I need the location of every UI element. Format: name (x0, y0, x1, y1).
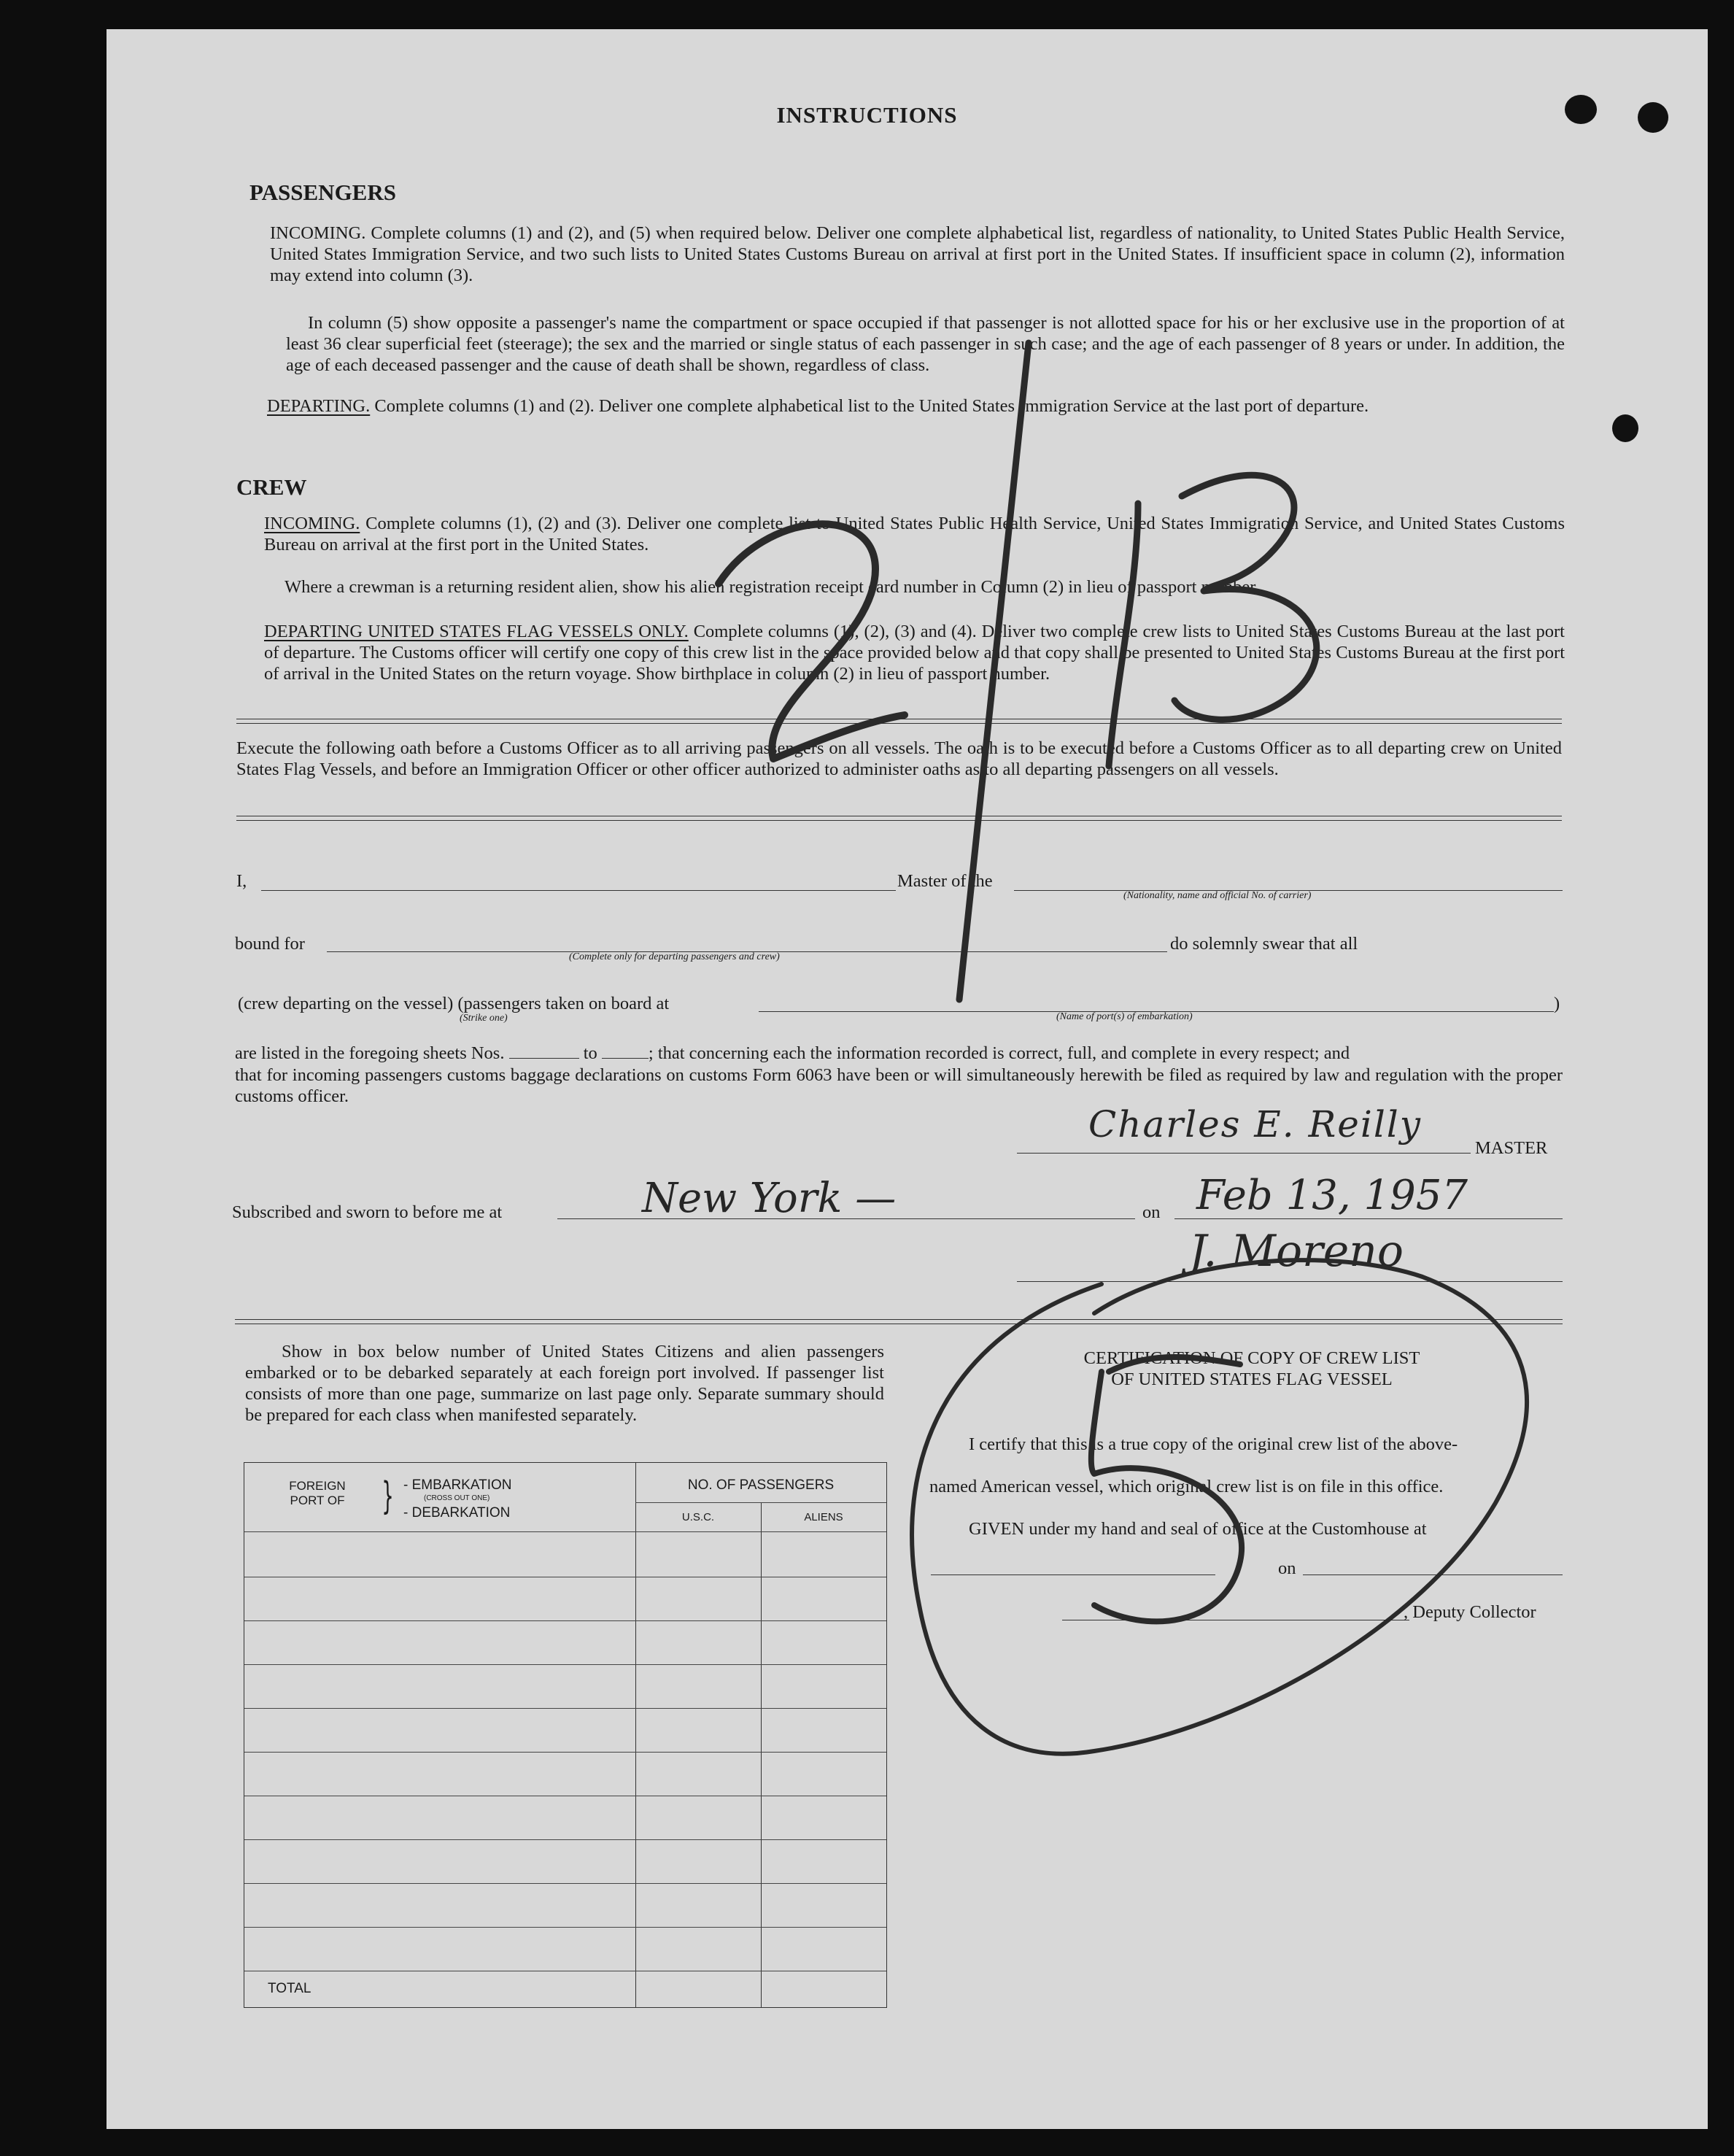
cross-out-caption: (CROSS OUT ONE) (424, 1494, 490, 1502)
certification-title-line1: CERTIFICATION OF COPY OF CREW LIST (1083, 1348, 1420, 1368)
sheets-rest-paragraph: that for incoming passengers customs baggage declarations on customs Form 6063 have been or will simultaneously herewith be filed as required by law and regulation with the proper customs officer. (235, 1065, 1563, 1106)
crew-passengers-label: (crew departing on the vessel) (passengers taken on board at (238, 994, 670, 1013)
passengers-departing-text: Complete columns (1) and (2). Deliver one complete alphabetical list to the United States Immigration Service at the last port of departure. (374, 396, 1369, 416)
sworn-date-handwritten: Feb 13, 1957 (1196, 1172, 1468, 1219)
foreign-port-label: FOREIGN PORT OF (289, 1479, 346, 1507)
crew-incoming-text: Complete columns (1), (2) and (3). Deliver one complete list to United States Public Health Service, United States Immigration Service, and United States Customs Bureau on arrival at the first port in the United States. (264, 514, 1565, 555)
annotation-5-stroke (1091, 1357, 1242, 1621)
sworn-place-handwritten: New York — (642, 1175, 897, 1222)
total-label: TOTAL (268, 1981, 311, 1996)
oath-i-label: I, (236, 871, 247, 891)
annotation-circle-stroke (912, 1260, 1527, 1754)
sworn-on-label: on (1142, 1202, 1161, 1222)
crew-resident-paragraph: Where a crewman is a returning resident alien, show his alien registration receipt card number in Column (2) in lieu of passport number. (285, 577, 1260, 597)
passengers-departing-label: DEPARTING. (267, 396, 371, 416)
master-signature: Charles E. Reilly (1088, 1103, 1423, 1145)
certification-title-line2: OF UNITED STATES FLAG VESSEL (1111, 1369, 1393, 1389)
strike-caption: (Strike one) (460, 1013, 508, 1024)
crew-departing-text: Complete columns (1), (2), (3) and (4). Deliver two complete crew lists to United States Customs Bureau at the last port of departure. The Customs officer will certify one copy of this crew list in the space provided below and that copy shall be presented to United States Customs Bureau at the first port of arrival in the United States on the return voyage. Show birthplace in column (2) in lieu of passport number. (264, 622, 1565, 684)
passengers-incoming-text: Complete columns (1) and (2), and (5) when required below. Deliver one complete alphabetical list, regardless of nationality, to United States Public Health Service, United States Immigration Service, and two such lists to United States Customs Bureau on arrival at first port in the United States. If insufficient space in column (2), information may extend into column (3). (270, 223, 1565, 285)
annotation-3-stroke (1174, 475, 1317, 719)
embarkation-label: - EMBARKATION (403, 1477, 512, 1493)
no-of-passengers-header: NO. OF PASSENGERS (687, 1477, 835, 1493)
debarkation-label: - DEBARKATION (403, 1505, 511, 1521)
usc-header: U.S.C. (681, 1511, 715, 1523)
aliens-header: ALIENS (804, 1511, 843, 1523)
sheets-label: are listed in the foregoing sheets Nos. (235, 1043, 505, 1063)
annotation-1-stroke (1109, 503, 1138, 766)
summary-instructions: Show in box below number of United States Citizens and alien passengers embarked or to be debarked separately at each foreign port involved. If passenger list consists of more than one page, summarize on last page only. Separate summary should be prepared for each class when manifested separately. (245, 1342, 884, 1425)
bracket-icon: } (382, 1475, 394, 1518)
sheets-to-label: to (583, 1043, 597, 1063)
close-paren: ) (1554, 994, 1560, 1013)
deputy-collector-label: , Deputy Collector (1404, 1602, 1536, 1622)
master-of-label: Master of the (897, 871, 993, 891)
crew-incoming-label: INCOMING. (264, 514, 360, 533)
bound-for-label: bound for (235, 934, 305, 954)
crew-heading: CREW (236, 474, 307, 500)
subscribed-label: Subscribed and sworn to before me at (232, 1202, 503, 1222)
bound-for-caption: (Complete only for departing passengers and crew) (569, 951, 780, 962)
sheets-continuation: ; that concerning each the information recorded is correct, full, and complete in every respect; and (648, 1043, 1350, 1063)
certify-line1: I certify that this is a true copy of the original crew list of the above- (969, 1434, 1458, 1454)
carrier-caption: (Nationality, name and official No. of carrier) (1123, 890, 1312, 901)
passengers-column5-paragraph: In column (5) show opposite a passenger's name the compartment or space occupied if that passenger is not allotted space for his or her exclusive use in the proportion of at least 36 clear superficial feet (steerage); the sex and the married or single status of each passenger in such case; and the age of each passenger of 8 years or under. In addition, the age of each deceased passenger and the cause of death shall be shown, regardless of class. (286, 313, 1565, 375)
passengers-heading: PASSENGERS (249, 179, 396, 205)
annotation-slash-stroke (959, 343, 1029, 1000)
given-line: GIVEN under my hand and seal of office at the Customhouse at (969, 1519, 1427, 1539)
crew-departing-label: DEPARTING UNITED STATES FLAG VESSELS ONLY. (264, 622, 689, 641)
certification-on-label: on (1278, 1558, 1296, 1578)
port-caption: (Name of port(s) of embarkation) (1056, 1011, 1193, 1022)
annotation-2-stroke (719, 524, 905, 759)
page-title: INSTRUCTIONS (776, 102, 958, 128)
passengers-incoming-label: INCOMING. (270, 223, 366, 243)
swear-label: do solemnly swear that all (1170, 934, 1358, 954)
master-label: MASTER (1475, 1138, 1548, 1158)
officer-signature: J. Moreno (1189, 1226, 1404, 1277)
oath-intro-paragraph: Execute the following oath before a Customs Officer as to all arriving passengers on all vessels. The oath is to be executed before a Customs Officer as to all departing crew on United States Flag Vessels, and before an Immigration Officer or other officer authorized to administer oaths as to all departing passengers on all vessels. (236, 738, 1562, 779)
certify-line2: named American vessel, which original crew list is on file in this office. (929, 1477, 1444, 1496)
